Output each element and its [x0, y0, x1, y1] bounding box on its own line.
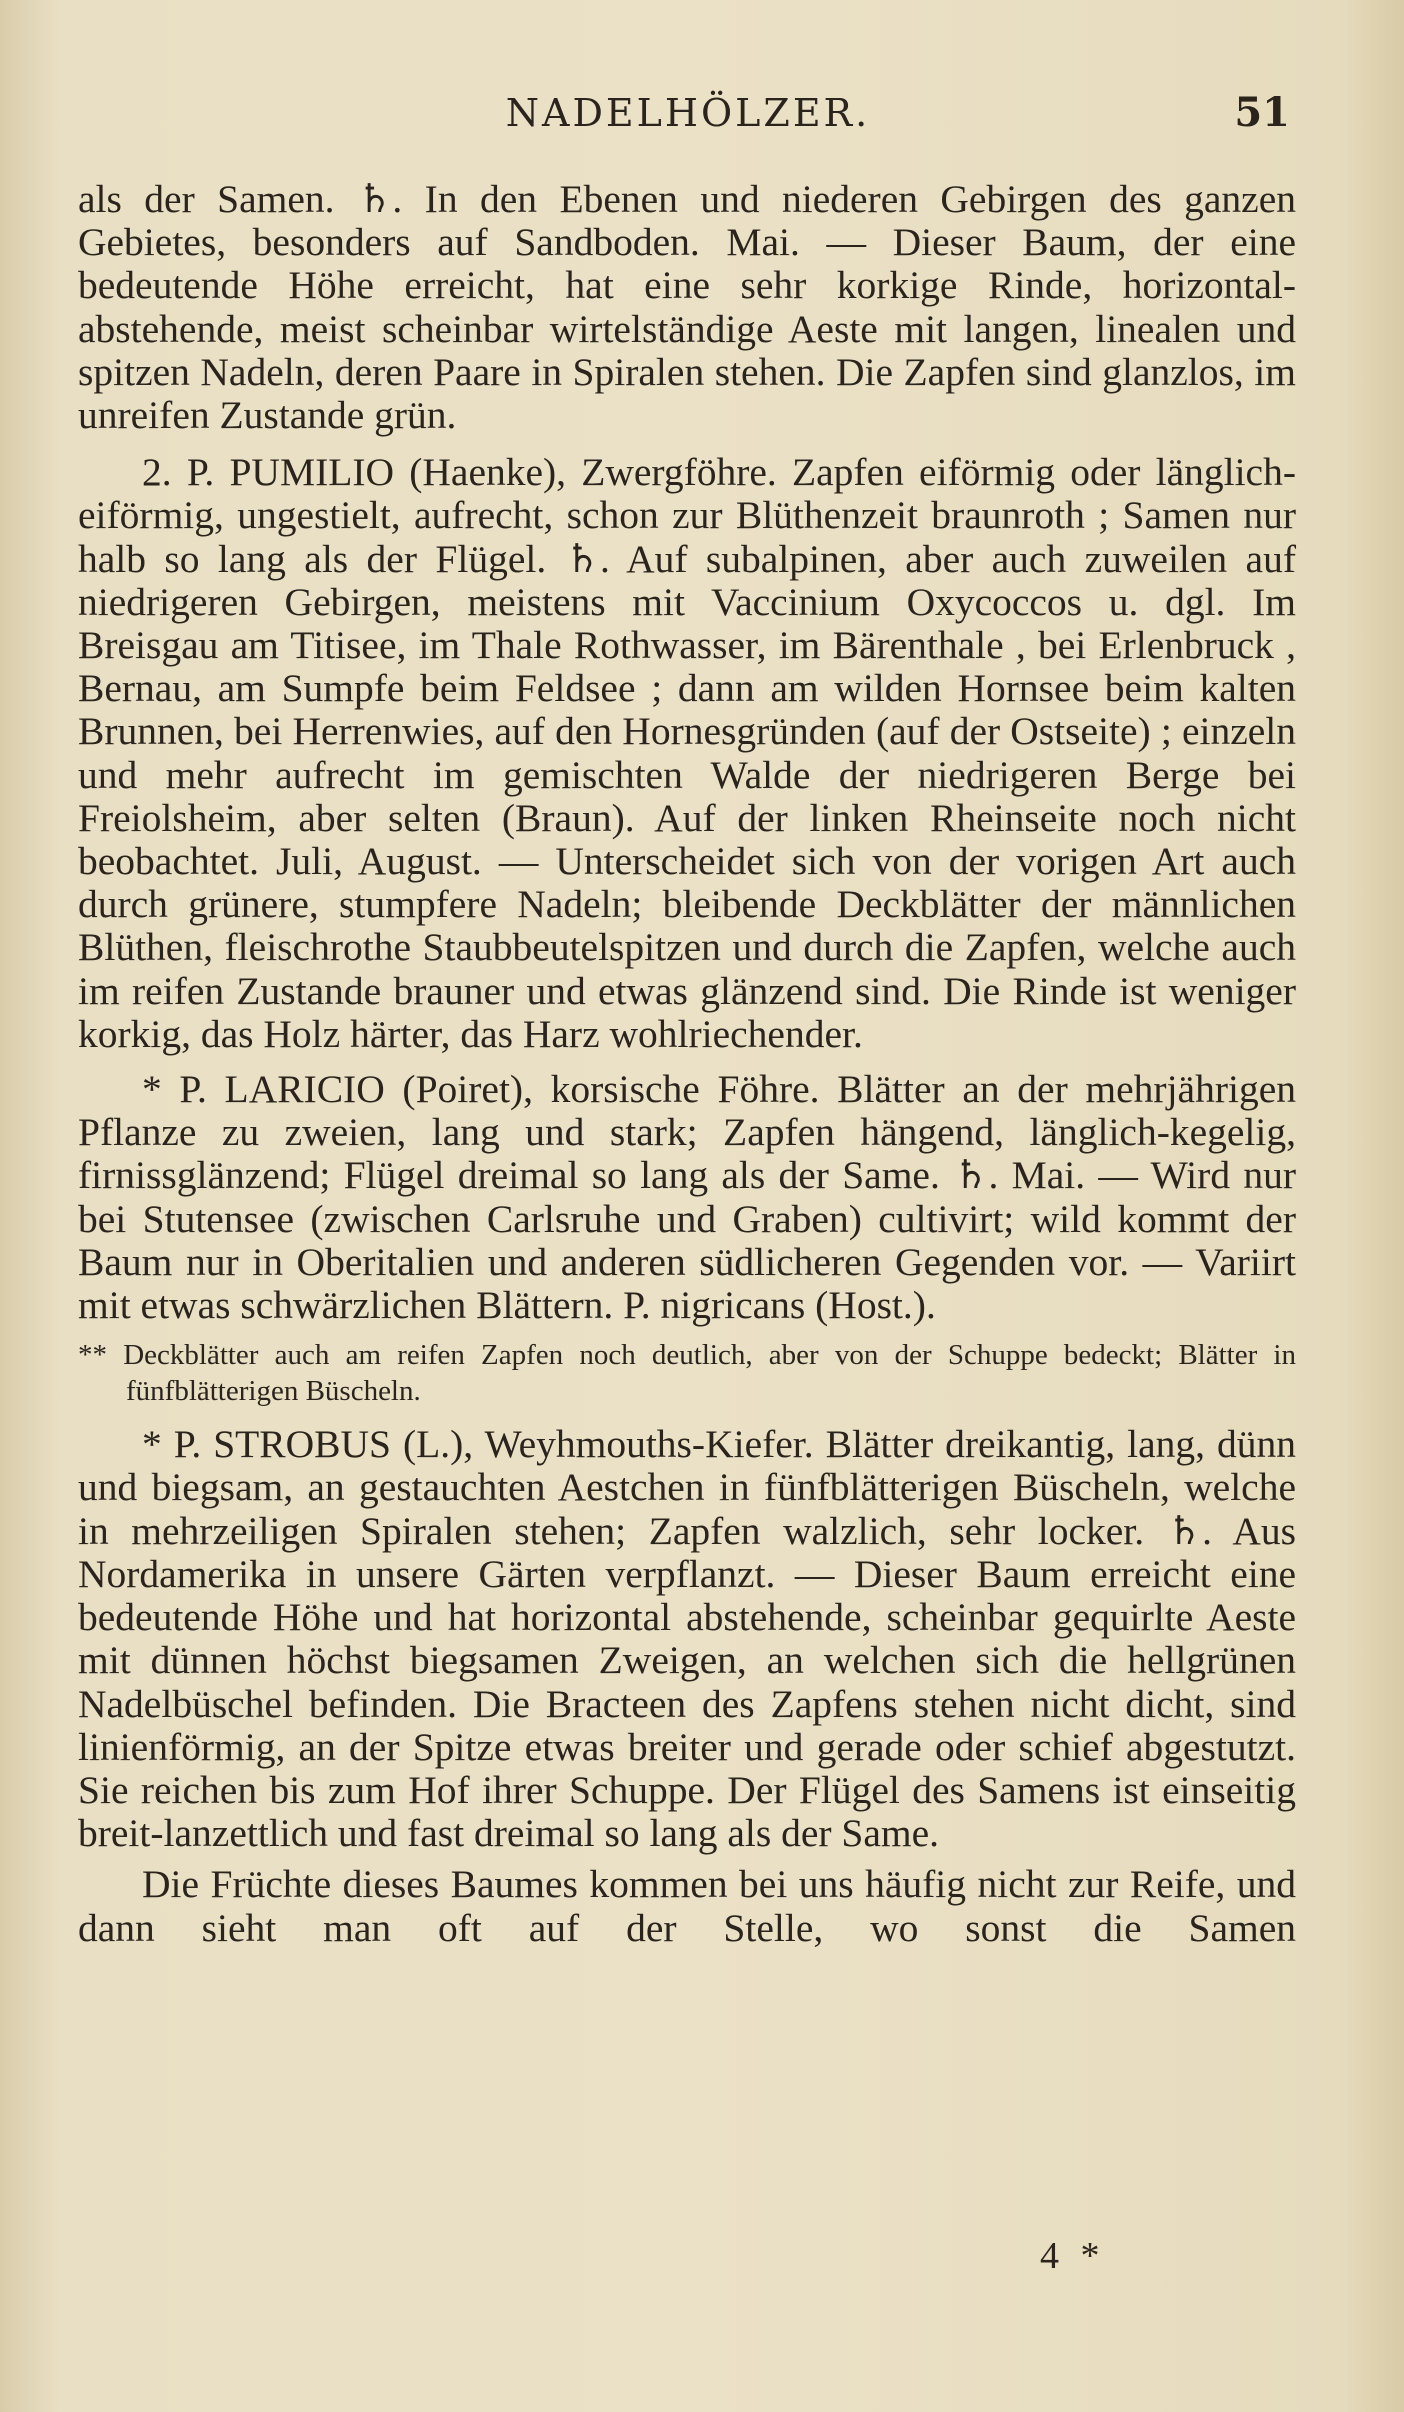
paragraph-pinus-sylvestris-continued: als der Samen. ♄. In den Ebenen und niederen Gebirgen des ganzen Gebietes, besonders auf Sandboden. Mai. — Dieser Baum, der eine bedeutende Höhe erreicht, hat eine sehr korkige Rinde, horizontal-abstehende, meist scheinbar wirtelständige Aeste mit langen, linealen und spitzen Nadeln, deren Paare in Spiralen stehen. Die Zapfen sind glanzlos, im unreifen Zustande grün. — [78, 177, 1296, 438]
section-note-double-asterisk: ** Deckblätter auch am reifen Zapfen noch deutlich, aber von der Schuppe bedeckt; Blätter in fünfblätterigen Büscheln. — [78, 1339, 1296, 1408]
signature-mark: 4 * — [1040, 2235, 1106, 2277]
page-number: 51 — [1234, 89, 1290, 136]
page-body — [78, 178, 1296, 1950]
paragraph-pinus-strobus: * P. STROBUS (L.), Weyhmouths-Kiefer. Blätter dreikantig, lang, dünn und biegsam, an gestauchten Aestchen in fünfblätterigen Büscheln, welche in mehrzeiligen Spiralen stehen; Zapfen walzlich, sehr locker. ♄. Aus Nordamerika in unsere Gärten verpflanzt. — Dieser Baum erreicht eine bedeutende Höhe und hat horizontal abstehende, scheinbar gequirlte Aeste mit dünnen höchst biegsamen Zweigen, an welchen sich die hellgrünen Nadelbüschel befinden. Die Bracteen des Zapfens stehen nicht dicht, sind linienförmig, an der Spitze etwas breiter und gerade oder schief abgestutzt. Sie reichen bis zum Hof ihrer Schuppe. Der Flügel des Samens ist einseitig breit-lanzettlich und fast dreimal so lang als der Same. — [78, 1422, 1296, 1856]
paragraph-fruits: Die Früchte dieses Baumes kommen bei uns häufig nicht zur Reife, und dann sieht man oft auf der Stelle, wo sonst die Samen — [78, 1862, 1296, 1950]
running-title: NADELHÖLZER. — [505, 91, 871, 135]
page-header — [78, 88, 1298, 138]
paragraph-pinus-pumilio: 2. P. PUMILIO (Haenke), Zwergföhre. Zapfen eiförmig oder länglich-eiförmig, ungestielt, aufrecht, schon zur Blüthenzeit braunroth ; Samen nur halb so lang als der Flügel. ♄. Auf subalpinen, aber auch zuweilen auf niedrigeren Gebirgen, meistens mit Vaccinium Oxycoccos u. dgl. Im Breisgau am Titisee, im Thale Rothwasser, im Bärenthale , bei Erlenbruck , Bernau, am Sumpfe beim Feldsee ; dann am wilden Hornsee beim kalten Brunnen, bei Herrenwies, auf den Hornesgründen (auf der Ostseite) ; einzeln und mehr aufrecht im gemischten Walde der niedrigeren Berge bei Freiolsheim, aber selten (Braun). Auf der linken Rheinseite noch nicht beobachtet. Juli, August. — Unterscheidet sich von der vorigen Art auch durch grünere, stumpfere Nadeln; bleibende Deckblätter der männlichen Blüthen, fleischrothe Staubbeutelspitzen und durch die Zapfen, welche auch im reifen Zustande brauner und etwas glänzend sind. Die Rinde ist weniger korkig, das Holz härter, das Harz wohlriechender. — [78, 450, 1296, 1056]
paragraph-pinus-laricio: * P. LARICIO (Poiret), korsische Föhre. Blätter an der mehrjährigen Pflanze zu zweien, lang und stark; Zapfen hängend, länglich-kegelig, firnissglänzend; Flügel dreimal so lang als der Same. ♄. Mai. — Wird nur bei Stutensee (zwischen Carlsruhe und Graben) cultivirt; wild kommt der Baum nur in Oberitalien und anderen südlicheren Gegenden vor. — Variirt mit etwas schwärzlichen Blättern. P. nigricans (Host.). — [78, 1067, 1296, 1328]
